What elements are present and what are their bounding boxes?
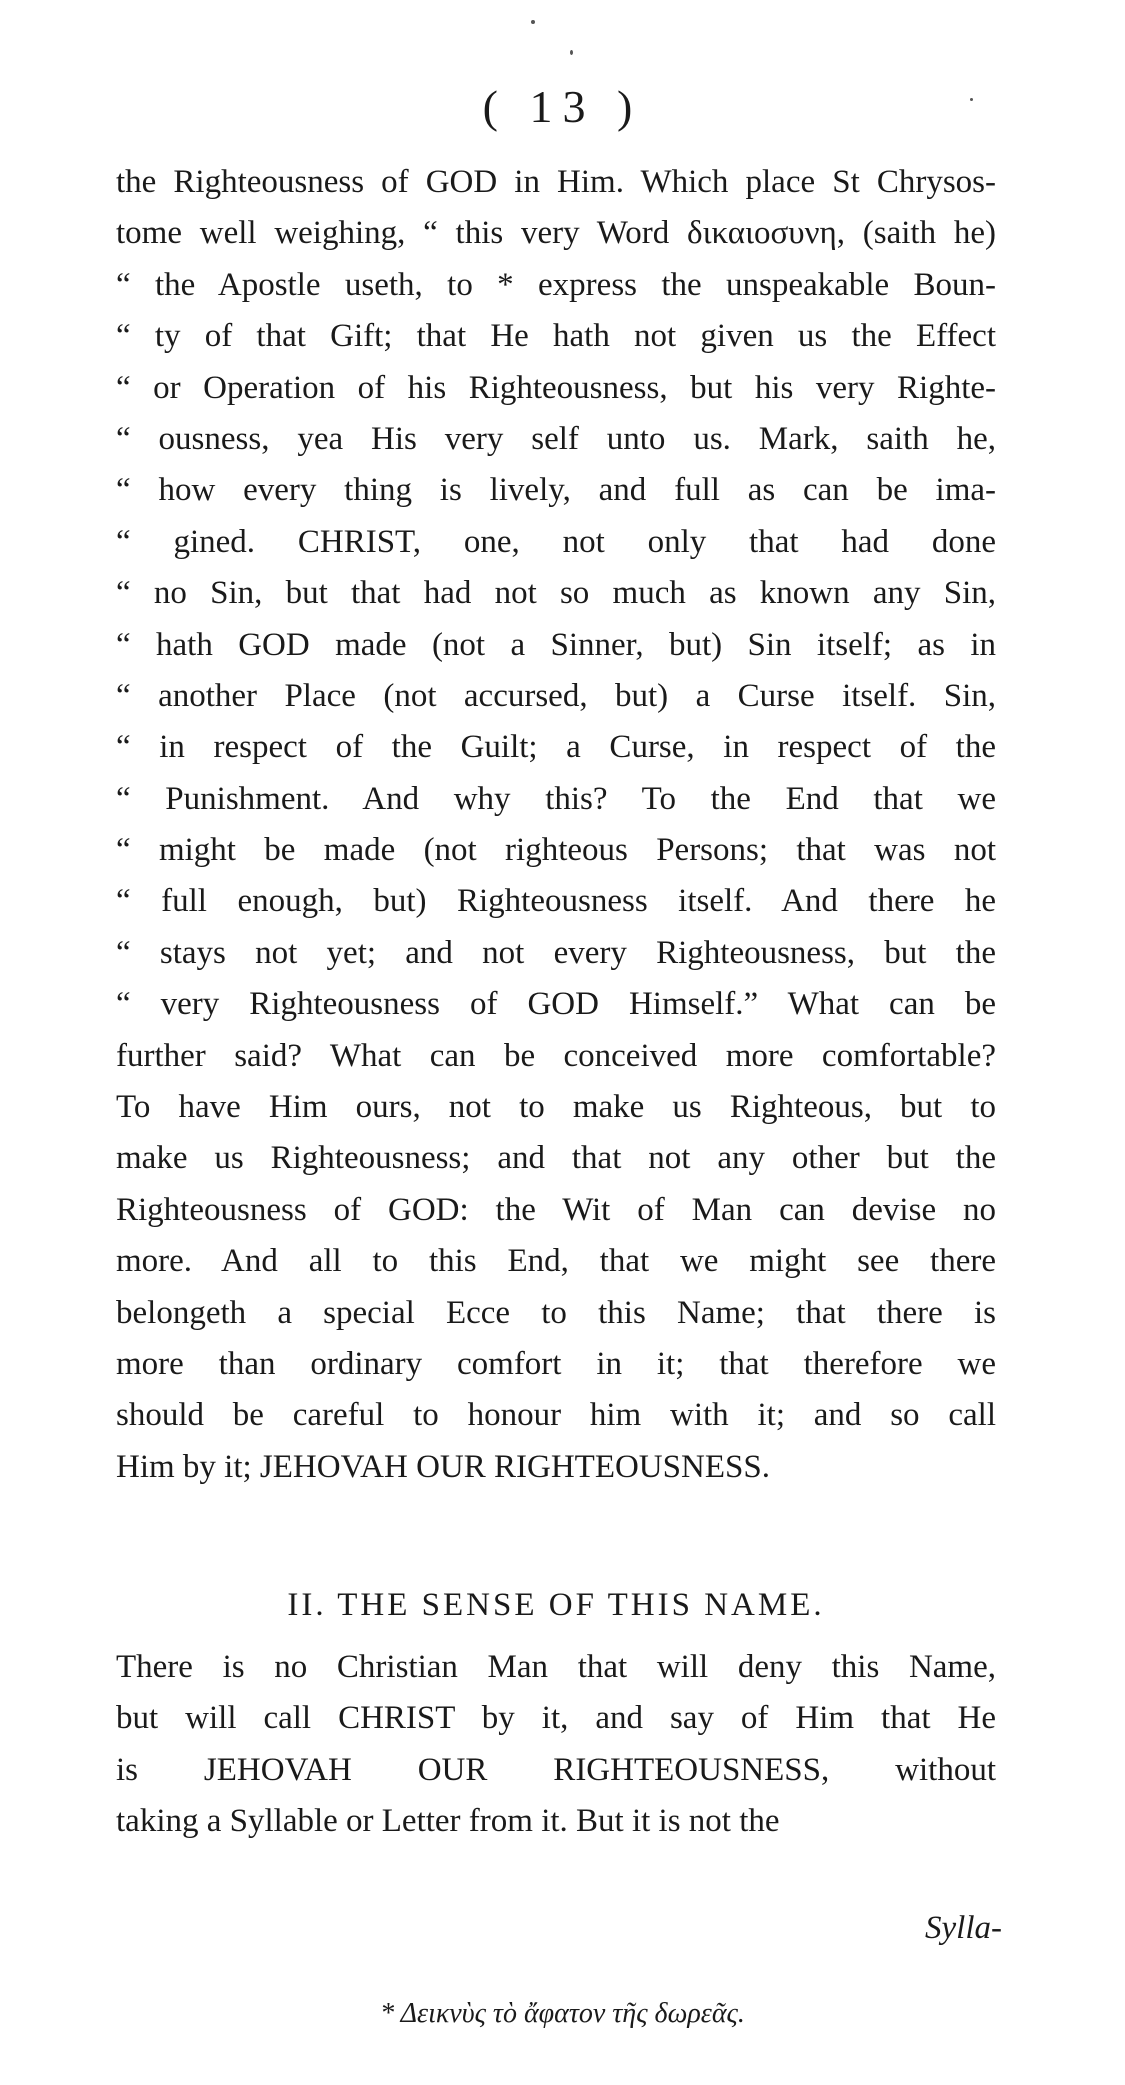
ink-speck	[531, 20, 535, 24]
text-line: “ full enough, but) Righteousness itself. And there he	[116, 883, 996, 920]
catchword: Sylla-	[925, 1910, 1002, 1946]
ink-speck	[570, 50, 573, 55]
text-line: “ ousness, yea His very self unto us. Mark, saith he,	[116, 420, 996, 457]
text-line: “ ty of that Gift; that He hath not given us the Effect	[116, 318, 996, 355]
text-line: Him by it; JEHOVAH OUR RIGHTEOUSNESS.	[116, 1448, 770, 1485]
footnote: * Δεικνὺς τὸ ἄφατον τῆς δωρεᾶς.	[380, 1998, 745, 2029]
text-line: should be careful to honour him with it; and so call	[116, 1397, 996, 1434]
page-number: ( 13 )	[482, 81, 643, 132]
section-heading: II. THE SENSE OF THIS NAME.	[287, 1587, 825, 1623]
text-line: “ the Apostle useth, to * express the unspeakable Boun-	[116, 266, 996, 303]
text-line: “ gined. CHRIST, one, not only that had done	[116, 523, 996, 560]
paragraph-2	[116, 1642, 996, 1848]
text-line: the Righteousness of GOD in Him. Which place St Chrysos-	[116, 164, 996, 200]
text-line: “ or Operation of his Righteousness, but his very Righte-	[116, 369, 996, 406]
text-line: more. And all to this End, that we might see there	[116, 1243, 996, 1280]
text-line: “ stays not yet; and not every Righteousness, but the	[116, 934, 996, 971]
text-line: “ hath GOD made (not a Sinner, but) Sin itself; as in	[116, 626, 996, 663]
text-line: Righteousness of GOD: the Wit of Man can devise no	[116, 1191, 996, 1228]
text-line: is JEHOVAH OUR RIGHTEOUSNESS, without	[116, 1751, 996, 1788]
text-line: “ no Sin, but that had not so much as known any Sin,	[116, 575, 996, 612]
text-line: “ how every thing is lively, and full as can be ima-	[116, 472, 996, 509]
text-line: To have Him ours, not to make us Righteous, but to	[116, 1089, 996, 1126]
text-line: but will call CHRIST by it, and say of Him that He	[116, 1700, 996, 1737]
text-line: further said? What can be conceived more comfortable?	[116, 1037, 996, 1074]
text-line: “ Punishment. And why this? To the End that we	[116, 780, 996, 817]
text-line: belongeth a special Ecce to this Name; that there is	[116, 1294, 996, 1331]
text-line: “ might be made (not righteous Persons; that was not	[116, 832, 996, 869]
text-line: more than ordinary comfort in it; that therefore we	[116, 1345, 996, 1382]
text-line: “ very Righteousness of GOD Himself.” What can be	[116, 986, 996, 1023]
text-line: tome well weighing, “ this very Word δικαιοσυνη, (saith he)	[116, 215, 996, 252]
text-line: “ another Place (not accursed, but) a Curse itself. Sin,	[116, 677, 996, 714]
text-line: “ in respect of the Guilt; a Curse, in respect of the	[116, 729, 996, 766]
paragraph-1	[116, 157, 996, 1493]
text-line: taking a Syllable or Letter from it. But it is not the	[116, 1803, 780, 1840]
text-line: make us Righteousness; and that not any other but the	[116, 1140, 996, 1177]
text-line: There is no Christian Man that will deny this Name,	[116, 1649, 996, 1685]
